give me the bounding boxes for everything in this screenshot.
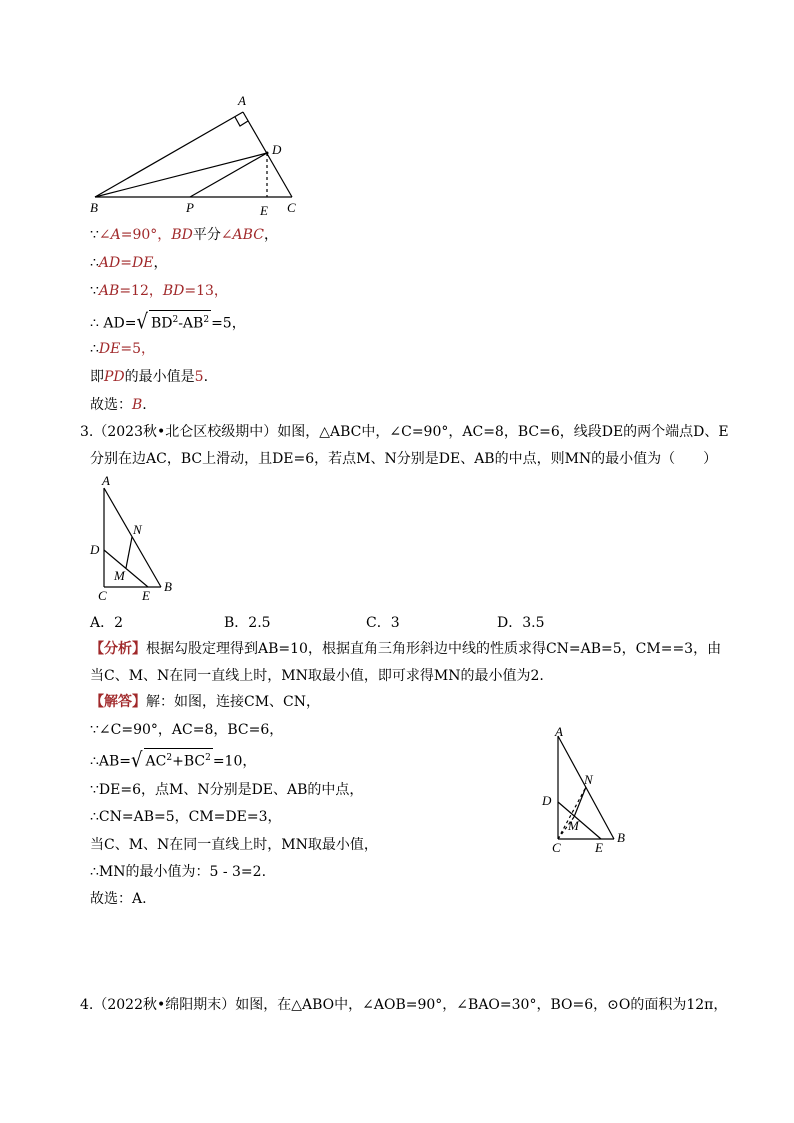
label-a: A [555, 724, 563, 739]
segment-mn [126, 537, 132, 568]
segment-de [558, 802, 601, 839]
label-m: M [568, 818, 579, 833]
question-3-line-2: 分别在边AC，BC上滑动，且DE=6，若点M、N分别是DE、AB的中点，则MN的最小值为（ ） [90, 451, 718, 467]
label-a: A [238, 93, 246, 108]
label-d: D [542, 793, 552, 808]
question-4-line-1: 4.（2022秋•绵阳期末）如图，在△ABO中，∠AOB=90°，∠BAO=30°，BO=6，⊙O的面积为12π， [80, 997, 728, 1013]
solution-line-6: 即PD的最小值是5. [90, 369, 209, 385]
answer-line-7: 故选：A. [90, 891, 147, 907]
choice-b: B．2.5 [224, 615, 271, 631]
label-n: N [584, 772, 593, 787]
answer-line-2: ∴AB=√ $AC^2+BC^2 =10$， [90, 748, 257, 773]
label-n: N [133, 522, 142, 537]
choice-d: D．3.5 [497, 615, 545, 631]
answer-line-1: ∵∠C=90°，AC=8，BC=6， [90, 722, 284, 738]
solution-line-4: ∴ AD=√ $BD^2-AB^2 =5$， [90, 310, 246, 335]
question-3-line-1: 3.（2023秋•北仑区校级期中）如图，△ABC中，∠C=90°，AC=8，BC=6，线段DE的两个端点D、E [80, 424, 729, 440]
solution-line-3: ∵AB=12，BD=13， [90, 283, 228, 299]
solution-line-1: ∵∠A=90°，BD平分∠ABC， [90, 227, 278, 243]
segment-bd [95, 153, 267, 197]
label-c: C [287, 200, 296, 215]
solution-line-5: ∴DE=5， [90, 341, 156, 357]
label-m: M [114, 568, 125, 583]
answer-intro: 【解答】解：如图，连接CM、CN， [90, 694, 321, 710]
label-e: E [260, 203, 268, 218]
label-b: B [90, 200, 98, 215]
answer-line-5: 当C、M、N在同一直线上时，MN取最小值， [90, 837, 378, 853]
answer-line-6: ∴MN的最小值为：5 - 3=2. [90, 864, 267, 880]
segment-pd [190, 153, 267, 197]
label-p: P [186, 200, 194, 215]
label-b: B [164, 579, 172, 594]
figure-triangle-abc-1 [80, 90, 310, 220]
choice-c: C．3 [366, 615, 400, 631]
label-c: C [552, 840, 561, 855]
point-d [266, 152, 269, 155]
answer-line-3: ∵DE=6，点M、N分别是DE、AB的中点， [90, 782, 364, 798]
label-d: D [272, 142, 282, 157]
answer-line-4: ∴CN=AB=5，CM=DE=3， [90, 809, 282, 825]
label-e: E [142, 588, 150, 600]
label-e: E [595, 840, 603, 855]
segment-de [104, 550, 148, 587]
label-d: D [90, 542, 100, 557]
figure-answer [538, 722, 638, 857]
solution-line-7: 故选：B. [90, 397, 147, 413]
choice-a: A．2 [90, 615, 124, 631]
analysis-line-2: 当C、M、N在同一直线上时，MN取最小值，即可求得MN的最小值为2. [90, 668, 544, 684]
solution-line-2: ∴AD=DE， [90, 255, 168, 271]
segment-ba [95, 112, 243, 197]
label-c: C [98, 588, 107, 600]
label-a: A [102, 473, 110, 488]
label-b: B [617, 830, 625, 845]
analysis-line-1: 【分析】根据勾股定理得到AB=10，根据直角三角形斜边中线的性质求得CN=AB=5，CM==3，由 [90, 641, 722, 657]
figure-question-3 [86, 470, 186, 600]
